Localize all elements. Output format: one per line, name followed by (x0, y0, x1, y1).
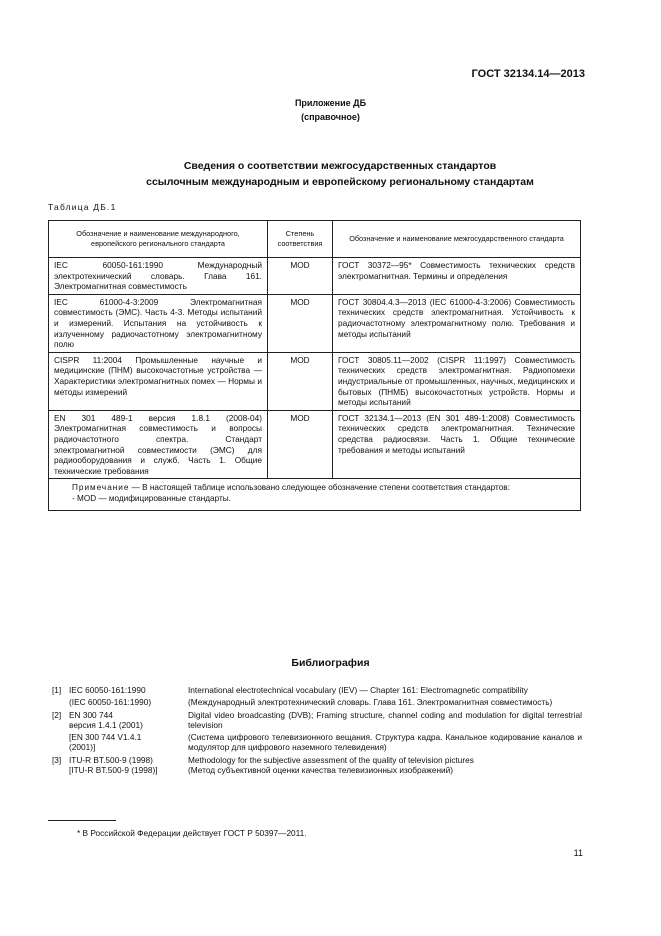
entry-description: (Международный электротехнический словарь. Глава 161. Электромагнитная совместимость) (188, 697, 553, 708)
gost-standard-cell: ГОСТ 30372—95* Совместимость технических средств электромагнитная. Термины и определения (333, 258, 581, 295)
degree-cell: MOD (268, 410, 333, 479)
entry-key: ITU-R BT.500-9 (1998) (69, 754, 153, 765)
entry-key: IEC 60050-161:1990 (69, 685, 146, 695)
degree-cell: MOD (268, 258, 333, 295)
entry-description: International electrotechnical vocabulary (IEV) — Chapter 161: Electromagnetic compatibility (188, 685, 528, 695)
entry-description: (Метод субъективной оценки качества телевизионных изображений) (188, 765, 454, 776)
header-degree: Степень соответствия (268, 221, 333, 258)
page-number: 11 (573, 848, 583, 858)
table-label: Таблица ДБ.1 (48, 202, 117, 212)
entry-description: (Система цифрового телевизионного вещания. Структура кадра. Канальное кодирование каналов и модулятор для цифрового наземного телевидения) (188, 732, 582, 753)
footnote: * В Российской Федерации действует ГОСТ Р 50397—2011. (77, 828, 307, 838)
note-text: — В настоящей таблице использовано следующее обозначение степени соответствия стандартов: (131, 483, 510, 493)
table-row (49, 410, 581, 479)
correspondence-table (48, 220, 581, 511)
footnote-separator (48, 820, 116, 821)
entry-description: Digital video broadcasting (DVB); Framing structure, channel coding and modulation for digital terrestrial television (188, 709, 582, 730)
gost-standard-cell: ГОСТ 30805.11—2002 (CISPR 11:1997) Совместимость технических средств электромагнитная. Радиопомехи индустриальные от промышленных, научных, медицинских и бытовых (ПНМБ) высокочастотных устройств. Нормы и методы испытаний (333, 352, 581, 410)
table-note (49, 479, 581, 511)
appendix-heading (0, 96, 661, 124)
entry-number: [1] (52, 685, 62, 695)
entry-number (52, 697, 69, 707)
table-row (49, 258, 581, 295)
intl-standard-cell: IEC 61000-4-3:2009 Электромагнитная совместимость (ЭМС). Часть 4-3. Методы испытаний и измерений. Испытания на устойчивость к излученному радиочастотному электромагнитному полю (49, 294, 268, 352)
bibliography-entry (52, 685, 582, 695)
document-id-header: ГОСТ 32134.14—2013 (471, 68, 585, 80)
degree-cell: MOD (268, 352, 333, 410)
intl-standard-cell: EN 301 489-1 версия 1.8.1 (2008-04) Электромагнитная совместимость и вопросы радиочастотного спектра. Стандарт электромагнитной совместимости (ЭМС) для радиооборудования и служб. Часть 1. Общие технические требования (49, 410, 268, 479)
entry-key-line-1: [EN 300 744 V1.4.1 (69, 732, 142, 743)
header-intl-standard: Обозначение и наименование международного, европейского регионального стандарта (49, 221, 268, 258)
table-row (49, 352, 581, 410)
bibliography-entry (52, 697, 582, 707)
entry-key: [ITU-R BT.500-9 (1998)] (69, 765, 158, 776)
entry-key-line-2: версия 1.4.1 (2001) (69, 719, 143, 730)
section-title-line-1: Сведения о соответствии межгосударственных стандартов (183, 160, 497, 172)
note-item: - MOD — модифицированные стандарты. (72, 493, 231, 503)
section-title (60, 158, 620, 190)
appendix-title: Приложение ДБ (294, 98, 367, 108)
bibliography-list (52, 685, 582, 775)
entry-number (52, 732, 69, 753)
bibliography-entry (52, 710, 582, 731)
section-title-line-2: ссылочным международным и европейскому региональному стандартам (146, 176, 534, 188)
degree-cell: MOD (268, 294, 333, 352)
entry-key (69, 710, 188, 731)
appendix-subtitle: (справочное) (301, 112, 360, 122)
entry-description: Methodology for the subjective assessment of the quality of television pictures (188, 754, 474, 765)
intl-standard-cell: CISPR 11:2004 Промышленные научные и медицинские (ПНМ) высокочастотные устройства — Характеристики электромагнитных помех — Нормы и методы измерений (49, 352, 268, 410)
entry-number: [2] (52, 709, 62, 720)
bibliography-entry (52, 755, 582, 765)
gost-standard-cell: ГОСТ 30804.4.3—2013 (IEC 61000-4-3:2006) Совместимость технических средств электромагнитная. Устойчивость к радиочастотному электромагнитному полю. Требования и методы испытаний (333, 294, 581, 352)
entry-key-line-1: EN 300 744 (69, 709, 113, 720)
table-note-row (49, 479, 581, 511)
entry-number (52, 765, 69, 775)
entry-key-line-2: (2001)] (69, 742, 96, 753)
bibliography-entry (52, 765, 582, 775)
bibliography-title: Библиография (291, 657, 370, 669)
table-header-row (49, 221, 581, 258)
intl-standard-cell: IEC 60050-161:1990 Международный электротехнический словарь. Глава 161. Электромагнитная совместимость (49, 258, 268, 295)
entry-number: [3] (52, 754, 62, 765)
gost-standard-cell: ГОСТ 32134.1—2013 (EN 301 489-1:2008) Совместимость технических средств электромагнитная. Технические средства радиосвязи. Часть 1. Общие технические требования и методы испытаний (333, 410, 581, 479)
entry-key: (IEC 60050-161:1990) (69, 697, 152, 708)
header-gost-standard: Обозначение и наименование межгосударственного стандарта (333, 221, 581, 258)
note-label: Примечание (72, 483, 130, 493)
entry-key (69, 732, 188, 753)
bibliography-entry (52, 732, 582, 753)
table-row (49, 294, 581, 352)
